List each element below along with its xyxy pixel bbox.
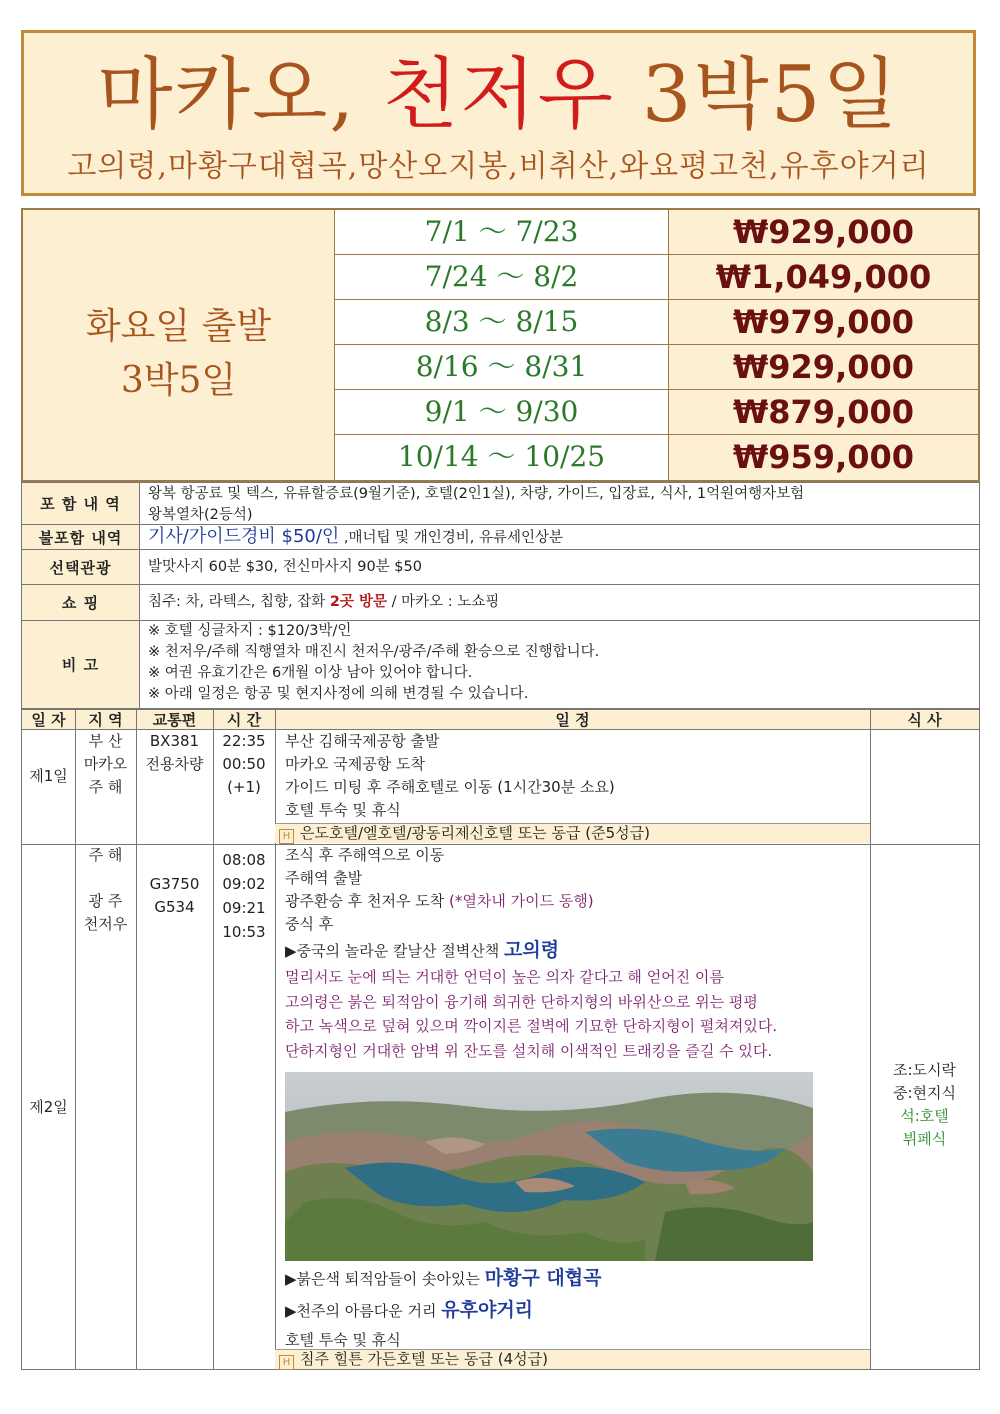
schedule-line: 주해역 출발 [285, 869, 363, 887]
price-row [335, 300, 978, 345]
time-item: 22:35 [222, 732, 266, 750]
transport-item: G3750 [149, 875, 200, 893]
description-line: 단하지형인 거대한 암벽 위 잔도를 설치해 이색적인 트래킹을 즐길 수 있다. [285, 1041, 773, 1060]
time-item: (+1) [227, 778, 261, 796]
schedule-line: 마카오 국제공항 도착 [285, 755, 425, 773]
day2-label: 제2일 [29, 1098, 68, 1116]
time-item: 10:53 [222, 923, 266, 941]
schedule-line: 조식 후 주해역으로 이동 [285, 846, 445, 864]
page-subtitle: 고의령,마황구대협곡,망산오지봉,비취산,와요평고천,유후야거리 [67, 149, 930, 184]
day2-times [213, 848, 275, 944]
time-item: 09:02 [222, 875, 266, 893]
description-line: 고의령은 붉은 퇴적암이 융기해 희귀한 단하지형의 바위산으로 위는 평평 [285, 992, 758, 1011]
price-row [335, 255, 978, 300]
included-line2: 왕복열차(2등석) [148, 507, 253, 523]
price-amount: ₩879,000 [669, 390, 978, 434]
excluded-value [148, 526, 973, 549]
transfer-line: 광주환승 후 천저우 도착 [285, 892, 445, 910]
region-item: 주 해 [88, 778, 123, 796]
schedule-line: 호텔 투숙 및 휴식 [285, 801, 401, 819]
title-banner [21, 30, 976, 196]
optional-label: 선택관광 [22, 550, 140, 584]
price-period: 7/1 ～ 7/23 [335, 210, 669, 254]
price-amount: ₩1,049,000 [669, 255, 978, 299]
header-transport: 교통편 [136, 710, 213, 730]
remarks-list [148, 621, 973, 705]
guide-fee: 기사/가이드경비 $50/인 [148, 526, 340, 547]
remark-item: ※ 여권 유효기간은 6개월 이상 남아 있어야 합니다. [148, 665, 473, 681]
page-title [24, 47, 973, 143]
price-period: 8/16 ～ 8/31 [335, 345, 669, 389]
description-line: 하고 녹색으로 덮혀 있으며 깍이지른 절벽에 기묘한 단하지형이 펼쳐져있다. [285, 1017, 778, 1035]
meal-lunch: 중:현지식 [892, 1084, 956, 1102]
price-amount: ₩929,000 [669, 345, 978, 389]
meal-dinner: 석:호텔 [900, 1107, 949, 1125]
day2-hotel-name: 침주 힐튼 가든호텔 또는 동급 (4성급) [300, 1350, 548, 1368]
highlight-line [285, 1295, 601, 1327]
column-divider [136, 710, 137, 1369]
day1-regions [75, 730, 136, 799]
departure-duration: 3박5일 [120, 360, 237, 401]
price-amount: ₩929,000 [669, 210, 978, 254]
schedule-line: 호텔 투숙 및 휴식 [285, 1331, 401, 1349]
region-item: 천저우 [83, 915, 128, 933]
train-guide-note: (*열차내 가이드 동행) [449, 892, 594, 910]
header-region: 지 역 [75, 710, 136, 730]
title-macau: 마카오, [97, 50, 357, 140]
itinerary-table [21, 709, 980, 1370]
highlight-gouiling: 고의령 [504, 939, 560, 961]
day1-hotel-name: 은도호텔/엘호텔/광동리제신호텔 또는 동급 (준5성급) [300, 824, 650, 842]
optional-value: 발맛사지 60분 $30, 전신마사지 90분 $50 [148, 559, 422, 575]
schedule-line [285, 890, 777, 913]
description-line: 멀리서도 눈에 띄는 거대한 언덕이 높은 의자 같다고 해 얻어진 이름 [285, 968, 724, 986]
schedule-line: 부산 김해국제공항 출발 [285, 732, 440, 750]
included-row [21, 482, 980, 525]
price-amount: ₩959,000 [669, 435, 978, 480]
day2-meals [870, 1059, 979, 1151]
highlight3-prefix: ▶천주의 아름다운 거리 [285, 1302, 437, 1320]
highlight-youhou-street: 유후야거리 [441, 1299, 534, 1321]
shopping-value [148, 592, 973, 613]
gouiling-description [285, 965, 777, 1063]
price-period: 8/3 ～ 8/15 [335, 300, 669, 344]
day2-transport [136, 873, 213, 919]
header-day: 일 자 [22, 710, 75, 730]
meal-breakfast: 조:도시락 [892, 1061, 956, 1079]
remarks-label: 비 고 [22, 621, 140, 708]
excluded-rest: ,매너팁 및 개인경비, 유류세인상분 [343, 530, 564, 546]
shopping-row [21, 585, 980, 621]
time-item: 09:21 [222, 899, 266, 917]
price-period: 7/24 ～ 8/2 [335, 255, 669, 299]
day2-regions [75, 844, 136, 936]
header-time: 시 간 [213, 710, 275, 730]
day1-label: 제1일 [29, 767, 68, 785]
departure-cell [23, 210, 335, 480]
time-item: 08:08 [222, 851, 266, 869]
title-chenzhou: 천저우 [382, 50, 615, 140]
price-period: 9/1 ～ 9/30 [335, 390, 669, 434]
day2-hotel [275, 1349, 870, 1369]
departure-day: 화요일 출발 [85, 306, 272, 347]
day2-schedule-bottom [285, 1263, 601, 1354]
region-item: 광 주 [88, 892, 123, 910]
gouiling-photo [285, 1072, 813, 1261]
landscape-image [285, 1072, 813, 1261]
price-amount: ₩979,000 [669, 300, 978, 344]
day1-hotel [275, 823, 870, 843]
remark-item: ※ 아래 일정은 항공 및 현지사정에 의해 변경될 수 있습니다. [148, 686, 529, 702]
title-duration: 3박5일 [641, 50, 900, 140]
remark-item: ※ 천저우/주해 직행열차 매진시 천저우/광주/주해 환승으로 진행합니다. [148, 644, 600, 660]
header-meal: 식 사 [870, 710, 979, 730]
remarks-row [21, 621, 980, 709]
highlight1-prefix: ▶중국의 놀라운 칼날산 절벽산책 [285, 942, 500, 960]
excluded-label: 불포함 내역 [22, 525, 140, 549]
highlight2-prefix: ▶붉은색 퇴적암들이 솟아있는 [285, 1270, 480, 1288]
hotel-icon: H [279, 829, 294, 844]
day2-schedule [285, 844, 777, 1063]
day1-times [213, 730, 275, 799]
price-period: 10/14 ～ 10/25 [335, 435, 669, 480]
price-row [335, 435, 978, 480]
column-divider [75, 710, 76, 1369]
price-table [21, 208, 980, 482]
schedule-line: 중식 후 [285, 915, 334, 933]
remark-item: ※ 호텔 싱글차지 : $120/3박/인 [148, 623, 352, 639]
shopping-visits: 2곳 방문 [329, 594, 387, 610]
region-item: 주 해 [88, 846, 123, 864]
included-line1: 왕복 항공료 및 텍스, 유류할증료(9월기준), 호텔(2인1실), 차량, 가이드, 입장료, 식사, 1억원여행자보험 [148, 486, 805, 502]
transport-item: 전용차량 [145, 755, 204, 773]
region-spacer [75, 867, 136, 890]
day1-schedule [285, 730, 615, 822]
region-item: 부 산 [88, 732, 123, 750]
optional-row [21, 550, 980, 585]
column-divider [275, 710, 276, 1369]
highlight-mahuanggou: 마황구 대협곡 [484, 1267, 602, 1289]
shopping-macau: / 마카오 : 노쇼핑 [391, 594, 500, 610]
highlight-line [285, 936, 777, 965]
price-row [335, 390, 978, 435]
region-item: 마카오 [83, 755, 128, 773]
column-divider [213, 710, 214, 1369]
excluded-row [21, 525, 980, 550]
meal-dinner-type: 뷔페식 [902, 1130, 947, 1148]
header-schedule: 일 정 [275, 710, 870, 730]
included-value [148, 484, 973, 526]
price-row [335, 345, 978, 390]
hotel-icon: H [279, 1355, 294, 1370]
shopping-label: 쇼 핑 [22, 585, 140, 620]
included-label: 포 함 내 역 [22, 483, 140, 524]
highlight-line [285, 1263, 601, 1295]
transport-item: BX381 [149, 732, 200, 750]
time-item: 00:50 [222, 755, 266, 773]
price-row [335, 210, 978, 255]
transport-item: G534 [154, 898, 195, 916]
column-divider [870, 710, 871, 1369]
shopping-items: 침주: 차, 라텍스, 칩향, 잡화 [148, 594, 326, 610]
schedule-line: 가이드 미팅 후 주해호텔로 이동 (1시간30분 소요) [285, 778, 615, 796]
day1-transport [136, 730, 213, 776]
